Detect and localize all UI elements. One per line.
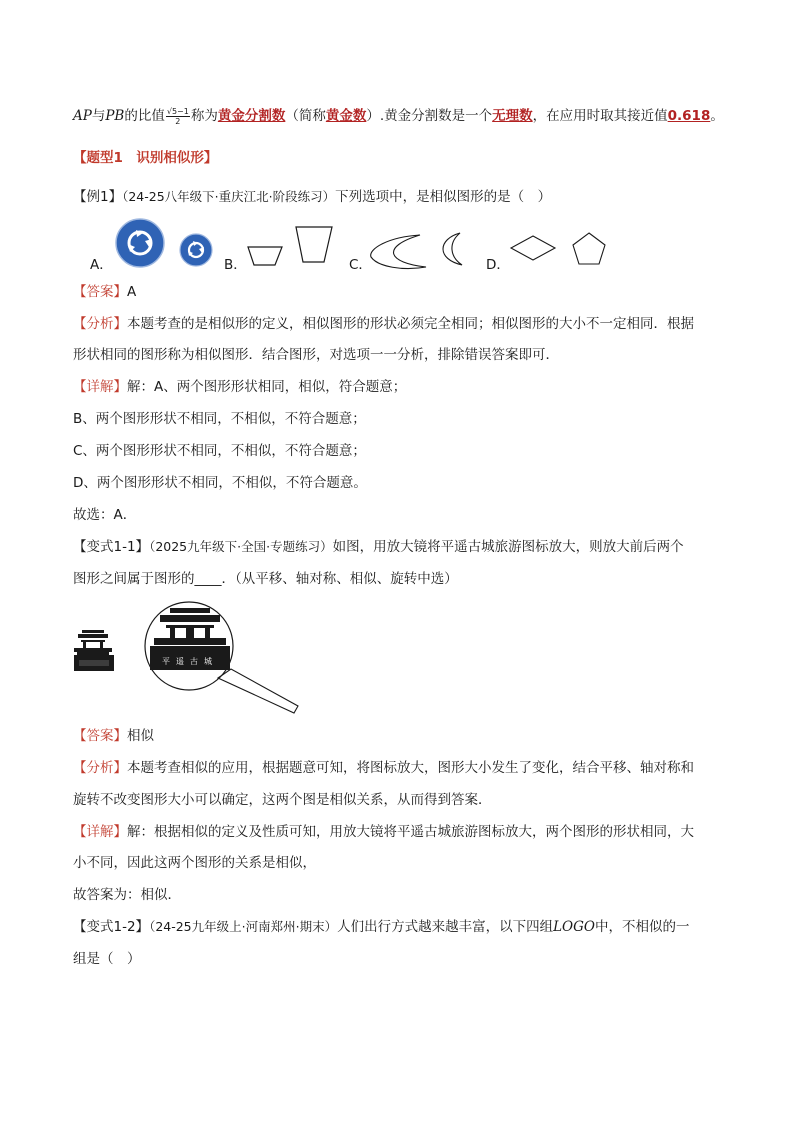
crescent-small-shape (443, 233, 462, 265)
variant11-question-2: 图形之间属于图形的____．（从平移、轴对称、相似、旋转中选） (73, 571, 458, 587)
analysis-tag: 【分析】 (73, 760, 127, 776)
paren-close: ）.黄金分割数是一个 (366, 108, 493, 124)
example1-choose: 故选：A． (73, 507, 137, 523)
variant11-text: 如图，用放大镜将平遥古城旅游图标放大，则放大前后两个 (332, 539, 684, 555)
detail-tag: 【详解】 (73, 379, 127, 395)
variant11-detail-2: 小不同，因此这两个图形的关系是相似， (73, 855, 316, 871)
magnifier-figure (70, 600, 310, 720)
approx-text: ，在应用时取其接近值 (532, 108, 668, 124)
example1-question (73, 187, 551, 207)
segment-ap: AP (73, 108, 92, 124)
example1-detail-2: B、两个图形形状不相同，不相似，不符合题意； (73, 411, 366, 427)
variant12-source: （24-25九年级上·河南郑州·期末） (149, 919, 338, 934)
example1-source: （24-25八年级下·重庆江北·阶段练习） (122, 189, 336, 204)
detail-text: 解：根据相似的定义及性质可知，用放大镜将平遥古城旅游图标放大，两个图形的形状相同，大 (127, 824, 694, 840)
analysis-tag: 【分析】 (73, 316, 127, 332)
example1-tag: 【例1】 (73, 189, 123, 205)
option-c-label: C． (349, 257, 372, 273)
crescent-large-shape (371, 235, 426, 269)
example1-detail-4: D、两个图形形状不相同，不相似，不符合题意。 (73, 475, 367, 491)
variant12-text-b: 中，不相似的一 (594, 919, 690, 935)
variant12-question-2: 组是（ ） (73, 951, 141, 967)
term-golden-short: 黄金数 (325, 108, 367, 124)
detail-tag: 【详解】 (73, 824, 127, 840)
paren-open: （简称 (285, 108, 326, 124)
fraction-denominator: 2 (175, 116, 181, 126)
pavilion-icon-text: 平遥古城 (162, 657, 218, 666)
example1-analysis-1 (73, 314, 694, 334)
text-yu: 与 (91, 108, 106, 124)
analysis-text: 本题考查相似的应用，根据题意可知，将图标放大，图形大小发生了变化，结合平移、轴对称和 (127, 760, 694, 776)
variant11-analysis-1 (73, 758, 694, 778)
option-a-label: A． (90, 257, 113, 273)
segment-pb: PB (105, 108, 125, 124)
analysis-text: 本题考查的是相似形的定义，相似图形的形状必须完全相同；相似图形的大小不一定相同．根据 (127, 316, 694, 332)
golden-ratio-line (73, 106, 724, 126)
end-mark: 。 (710, 108, 724, 124)
example1-options (88, 215, 648, 273)
variant11-source: （2025九年级下·全国·专题练习） (149, 539, 333, 554)
variant11-answer (73, 726, 154, 746)
variant11-analysis-2: 旋转不改变图形大小可以确定，这两个图是相似关系，从而得到答案． (73, 792, 492, 808)
called-text: 称为 (190, 108, 218, 124)
golden-value: 0.618 (667, 108, 711, 124)
option-d-label: D． (486, 257, 510, 273)
answer-tag: 【答案】 (73, 728, 127, 744)
roundabout-sign-icon (116, 219, 164, 267)
example1-answer (73, 282, 136, 302)
variant11-detail-1 (73, 822, 694, 842)
variant12-text-a: 人们出行方式越来越丰富，以下四组 (337, 919, 554, 935)
trapezoid-tall-shape (296, 227, 332, 262)
golden-fraction (166, 107, 190, 126)
term-golden-number: 黄金分割数 (217, 108, 286, 124)
option-b-label: B． (224, 257, 247, 273)
variant11-tag: 【变式1-1】 (73, 539, 150, 555)
rhombus-shape (511, 236, 555, 260)
detail-text: 解：A、两个图形形状相同，相似，符合题意； (127, 379, 407, 395)
example1-detail-1 (73, 377, 406, 397)
variant12-tag: 【变式1-2】 (73, 919, 150, 935)
example1-detail-3: C、两个图形形状不相同，不相似，不符合题意； (73, 443, 366, 459)
fraction-numerator: √5−1 (166, 106, 189, 116)
section-title: 【题型1 识别相似形】 (73, 150, 218, 166)
ratio-label: 的比值 (124, 108, 165, 124)
pentagon-shape (573, 233, 605, 264)
answer-value: A (127, 284, 137, 300)
example1-analysis-2: 形状相同的图形称为相似图形．结合图形，对选项一一分析，排除错误答案即可． (73, 347, 559, 363)
variant12-logo: LOGO (553, 919, 595, 935)
variant11-question-1 (73, 537, 684, 557)
trapezoid-small-shape (248, 247, 282, 265)
variant11-final: 故答案为：相似． (73, 887, 181, 903)
roundabout-sign-small-icon (180, 234, 212, 266)
pavilion-icon (74, 630, 114, 671)
answer-tag: 【答案】 (73, 284, 127, 300)
answer-value: 相似 (127, 728, 154, 744)
example1-text: 下列选项中，是相似图形的是（ ） (335, 189, 552, 205)
magnifier-handle (218, 669, 298, 713)
term-irrational: 无理数 (492, 108, 533, 124)
variant12-question-1 (73, 917, 689, 937)
